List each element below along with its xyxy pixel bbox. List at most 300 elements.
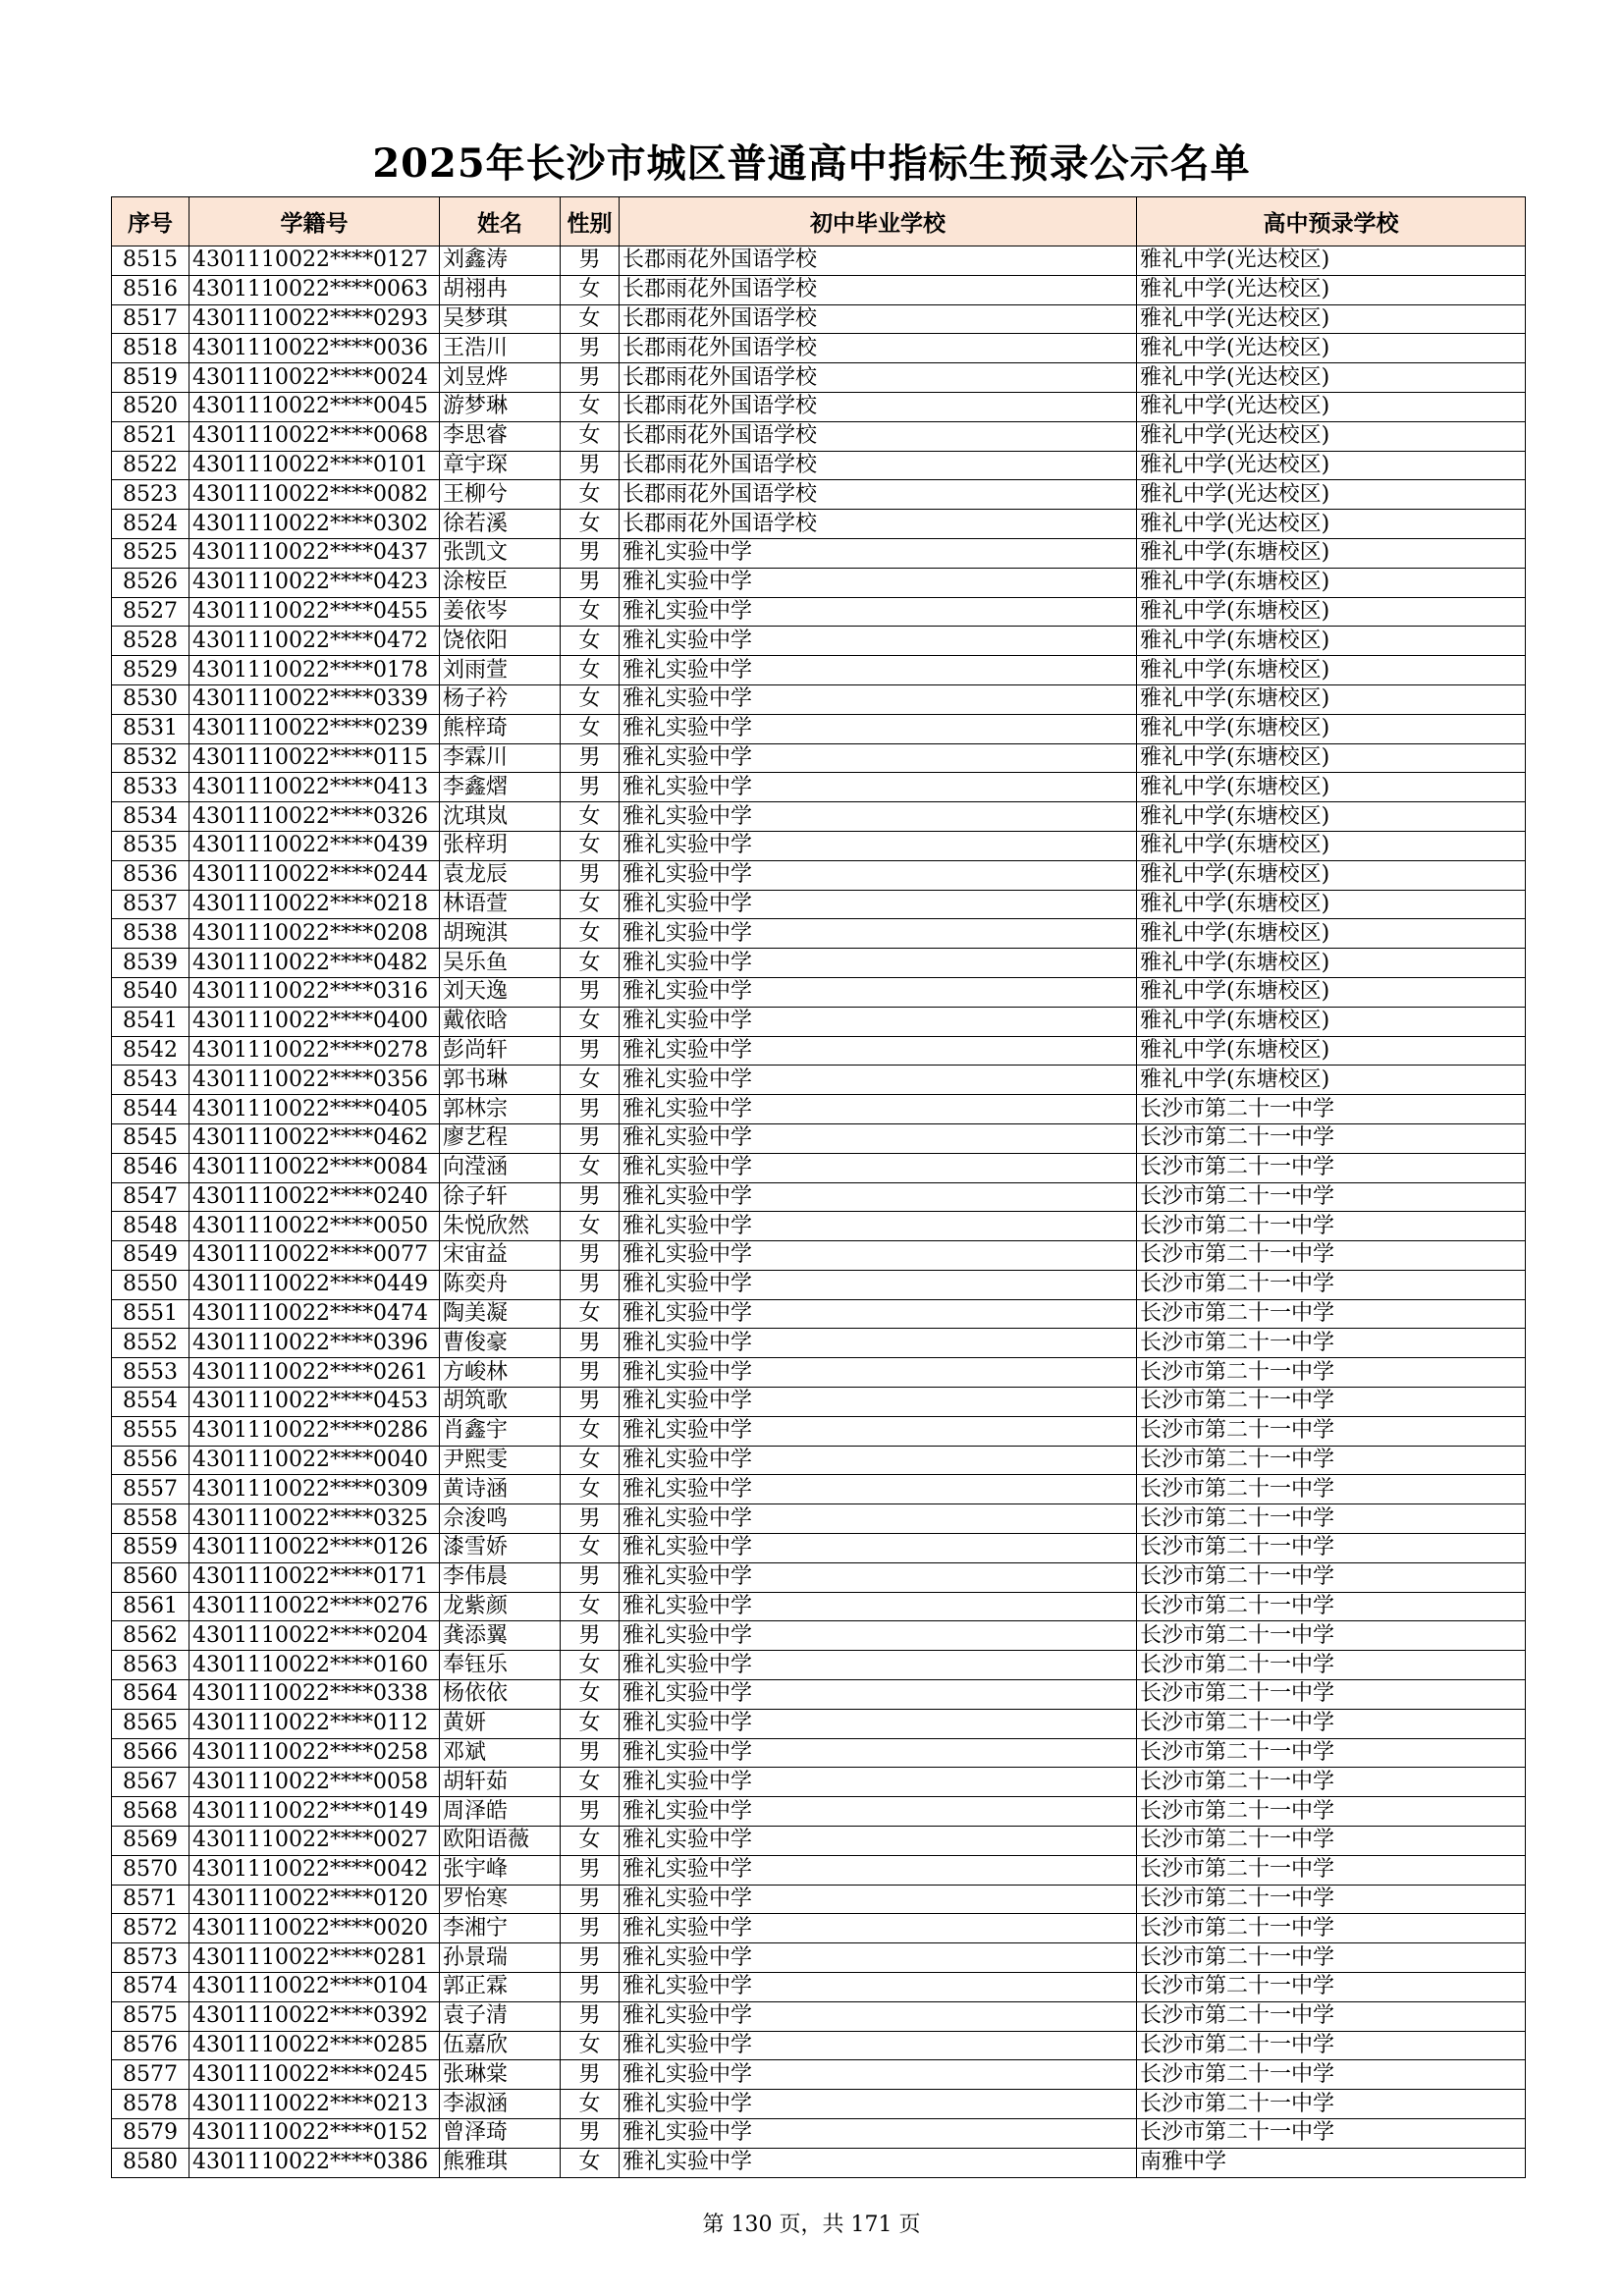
cell-name: 刘鑫涛 (440, 246, 561, 276)
cell-senior-school: 雅礼中学(东塘校区) (1137, 919, 1526, 949)
cell-junior-school: 雅礼实验中学 (620, 1388, 1137, 1417)
cell-student-id: 4301110022****0286 (189, 1416, 440, 1446)
cell-student-id: 4301110022****0276 (189, 1592, 440, 1621)
cell-name: 邓斌 (440, 1738, 561, 1768)
cell-junior-school: 雅礼实验中学 (620, 860, 1137, 890)
cell-gender: 男 (561, 1943, 620, 1973)
cell-gender: 男 (561, 1914, 620, 1943)
cell-gender: 女 (561, 1212, 620, 1241)
cell-seq: 8546 (112, 1153, 189, 1182)
cell-junior-school: 雅礼实验中学 (620, 1299, 1137, 1329)
cell-gender: 男 (561, 743, 620, 773)
table-row (112, 656, 1526, 685)
cell-senior-school: 长沙市第二十一中学 (1137, 1212, 1526, 1241)
table-row (112, 568, 1526, 597)
cell-student-id: 4301110022****0258 (189, 1738, 440, 1768)
cell-junior-school: 雅礼实验中学 (620, 802, 1137, 832)
cell-student-id: 4301110022****0278 (189, 1036, 440, 1066)
cell-student-id: 4301110022****0040 (189, 1446, 440, 1475)
cell-senior-school: 雅礼中学(光达校区) (1137, 510, 1526, 539)
cell-senior-school: 雅礼中学(光达校区) (1137, 363, 1526, 393)
cell-name: 袁子清 (440, 2001, 561, 2031)
table-row (112, 1592, 1526, 1621)
table-row (112, 1066, 1526, 1095)
cell-junior-school: 雅礼实验中学 (620, 2031, 1137, 2060)
cell-seq: 8557 (112, 1475, 189, 1504)
cell-seq: 8580 (112, 2148, 189, 2177)
cell-student-id: 4301110022****0042 (189, 1855, 440, 1885)
cell-gender: 男 (561, 773, 620, 802)
cell-junior-school: 雅礼实验中学 (620, 2119, 1137, 2149)
cell-student-id: 4301110022****0115 (189, 743, 440, 773)
cell-gender: 男 (561, 1241, 620, 1271)
table-row (112, 2060, 1526, 2090)
cell-name: 饶依阳 (440, 627, 561, 656)
cell-senior-school: 长沙市第二十一中学 (1137, 1358, 1526, 1388)
cell-junior-school: 雅礼实验中学 (620, 1827, 1137, 1856)
cell-junior-school: 长郡雨花外国语学校 (620, 480, 1137, 510)
cell-junior-school: 雅礼实验中学 (620, 831, 1137, 860)
cell-name: 黄妍 (440, 1709, 561, 1738)
cell-gender: 女 (561, 1066, 620, 1095)
cell-student-id: 4301110022****0120 (189, 1885, 440, 1914)
cell-senior-school: 长沙市第二十一中学 (1137, 1095, 1526, 1124)
cell-name: 宋宙益 (440, 1241, 561, 1271)
cell-gender: 男 (561, 2060, 620, 2090)
cell-senior-school: 雅礼中学(东塘校区) (1137, 860, 1526, 890)
cell-gender: 女 (561, 714, 620, 743)
table-row (112, 627, 1526, 656)
table-row (112, 714, 1526, 743)
cell-name: 龚添翼 (440, 1621, 561, 1651)
cell-junior-school: 雅礼实验中学 (620, 1738, 1137, 1768)
cell-name: 胡祤冉 (440, 275, 561, 304)
table-row (112, 1504, 1526, 1534)
cell-junior-school: 雅礼实验中学 (620, 1182, 1137, 1212)
cell-seq: 8537 (112, 890, 189, 919)
cell-seq: 8519 (112, 363, 189, 393)
cell-gender: 男 (561, 1123, 620, 1153)
table-row (112, 421, 1526, 451)
cell-student-id: 4301110022****0050 (189, 1212, 440, 1241)
cell-seq: 8573 (112, 1943, 189, 1973)
cell-name: 张凯文 (440, 538, 561, 568)
cell-gender: 男 (561, 334, 620, 363)
cell-student-id: 4301110022****0063 (189, 275, 440, 304)
cell-student-id: 4301110022****0405 (189, 1095, 440, 1124)
table-body (112, 246, 1526, 2178)
cell-name: 胡琬淇 (440, 919, 561, 949)
cell-student-id: 4301110022****0104 (189, 1973, 440, 2002)
table-row (112, 1797, 1526, 1827)
cell-name: 王柳兮 (440, 480, 561, 510)
cell-seq: 8565 (112, 1709, 189, 1738)
cell-student-id: 4301110022****0316 (189, 977, 440, 1007)
cell-gender: 女 (561, 510, 620, 539)
table-row (112, 538, 1526, 568)
cell-gender: 男 (561, 1095, 620, 1124)
table-row (112, 773, 1526, 802)
cell-gender: 女 (561, 597, 620, 627)
cell-gender: 男 (561, 1182, 620, 1212)
cell-senior-school: 雅礼中学(东塘校区) (1137, 1066, 1526, 1095)
cell-gender: 女 (561, 1007, 620, 1036)
table-row (112, 831, 1526, 860)
cell-gender: 男 (561, 2001, 620, 2031)
cell-seq: 8535 (112, 831, 189, 860)
cell-junior-school: 雅礼实验中学 (620, 977, 1137, 1007)
table-row (112, 363, 1526, 393)
table-row (112, 1855, 1526, 1885)
cell-junior-school: 长郡雨花外国语学校 (620, 451, 1137, 480)
table-row (112, 2001, 1526, 2031)
cell-name: 姜依岑 (440, 597, 561, 627)
cell-gender: 女 (561, 1153, 620, 1182)
table-row (112, 1446, 1526, 1475)
cell-name: 李伟晨 (440, 1562, 561, 1592)
cell-name: 郭林宗 (440, 1095, 561, 1124)
table-row (112, 2090, 1526, 2119)
cell-seq: 8576 (112, 2031, 189, 2060)
page-title: 2025年长沙市城区普通高中指标生预录公示名单 (372, 140, 1251, 187)
cell-student-id: 4301110022****0204 (189, 1621, 440, 1651)
table-row (112, 1123, 1526, 1153)
cell-senior-school: 长沙市第二十一中学 (1137, 1680, 1526, 1710)
cell-student-id: 4301110022****0240 (189, 1182, 440, 1212)
table-row (112, 246, 1526, 276)
cell-name: 黄诗涵 (440, 1475, 561, 1504)
cell-junior-school: 雅礼实验中学 (620, 1943, 1137, 1973)
table-row (112, 1562, 1526, 1592)
cell-junior-school: 雅礼实验中学 (620, 1562, 1137, 1592)
cell-seq: 8529 (112, 656, 189, 685)
cell-student-id: 4301110022****0160 (189, 1651, 440, 1680)
cell-name: 李湘宁 (440, 1914, 561, 1943)
cell-student-id: 4301110022****0339 (189, 684, 440, 714)
cell-senior-school: 长沙市第二十一中学 (1137, 1534, 1526, 1563)
table-row (112, 1182, 1526, 1212)
table-row (112, 1007, 1526, 1036)
cell-gender: 男 (561, 860, 620, 890)
cell-student-id: 4301110022****0045 (189, 392, 440, 421)
cell-senior-school: 长沙市第二十一中学 (1137, 1973, 1526, 2002)
cell-senior-school: 雅礼中学(光达校区) (1137, 451, 1526, 480)
cell-gender: 男 (561, 1562, 620, 1592)
header-seq: 序号 (112, 197, 189, 246)
cell-student-id: 4301110022****0326 (189, 802, 440, 832)
cell-junior-school: 雅礼实验中学 (620, 1212, 1137, 1241)
cell-student-id: 4301110022****0482 (189, 949, 440, 978)
cell-gender: 男 (561, 1329, 620, 1358)
cell-student-id: 4301110022****0126 (189, 1534, 440, 1563)
cell-student-id: 4301110022****0285 (189, 2031, 440, 2060)
cell-junior-school: 雅礼实验中学 (620, 1446, 1137, 1475)
header-gender: 性别 (561, 197, 620, 246)
cell-junior-school: 雅礼实验中学 (620, 627, 1137, 656)
cell-seq: 8554 (112, 1388, 189, 1417)
cell-senior-school: 雅礼中学(东塘校区) (1137, 977, 1526, 1007)
cell-student-id: 4301110022****0462 (189, 1123, 440, 1153)
cell-seq: 8528 (112, 627, 189, 656)
cell-name: 胡轩茹 (440, 1768, 561, 1797)
cell-seq: 8526 (112, 568, 189, 597)
cell-gender: 女 (561, 275, 620, 304)
cell-name: 胡筑歌 (440, 1388, 561, 1417)
cell-senior-school: 长沙市第二十一中学 (1137, 1182, 1526, 1212)
cell-gender: 男 (561, 1855, 620, 1885)
cell-senior-school: 雅礼中学(东塘校区) (1137, 627, 1526, 656)
table-row (112, 1299, 1526, 1329)
cell-student-id: 4301110022****0127 (189, 246, 440, 276)
cell-student-id: 4301110022****0392 (189, 2001, 440, 2031)
cell-junior-school: 长郡雨花外国语学校 (620, 334, 1137, 363)
cell-gender: 女 (561, 802, 620, 832)
table-header-row (112, 197, 1526, 246)
cell-seq: 8575 (112, 2001, 189, 2031)
cell-student-id: 4301110022****0213 (189, 2090, 440, 2119)
cell-senior-school: 长沙市第二十一中学 (1137, 1855, 1526, 1885)
cell-senior-school: 雅礼中学(东塘校区) (1137, 949, 1526, 978)
cell-junior-school: 长郡雨花外国语学校 (620, 246, 1137, 276)
cell-gender: 男 (561, 1270, 620, 1299)
cell-name: 尹熙雯 (440, 1446, 561, 1475)
cell-junior-school: 雅礼实验中学 (620, 684, 1137, 714)
cell-name: 廖艺程 (440, 1123, 561, 1153)
cell-senior-school: 雅礼中学(光达校区) (1137, 304, 1526, 334)
cell-senior-school: 长沙市第二十一中学 (1137, 2031, 1526, 2060)
cell-seq: 8515 (112, 246, 189, 276)
cell-senior-school: 长沙市第二十一中学 (1137, 1270, 1526, 1299)
cell-gender: 女 (561, 2031, 620, 2060)
cell-junior-school: 长郡雨花外国语学校 (620, 510, 1137, 539)
cell-senior-school: 雅礼中学(东塘校区) (1137, 714, 1526, 743)
cell-seq: 8561 (112, 1592, 189, 1621)
cell-senior-school: 长沙市第二十一中学 (1137, 1885, 1526, 1914)
cell-seq: 8564 (112, 1680, 189, 1710)
table-row (112, 1095, 1526, 1124)
cell-seq: 8568 (112, 1797, 189, 1827)
table-row (112, 1475, 1526, 1504)
cell-student-id: 4301110022****0068 (189, 421, 440, 451)
cell-name: 曹俊豪 (440, 1329, 561, 1358)
cell-seq: 8563 (112, 1651, 189, 1680)
cell-junior-school: 雅礼实验中学 (620, 656, 1137, 685)
cell-junior-school: 雅礼实验中学 (620, 2001, 1137, 2031)
cell-senior-school: 雅礼中学(光达校区) (1137, 421, 1526, 451)
cell-student-id: 4301110022****0455 (189, 597, 440, 627)
cell-gender: 女 (561, 1827, 620, 1856)
cell-name: 龙紫颜 (440, 1592, 561, 1621)
cell-senior-school: 南雅中学 (1137, 2148, 1526, 2177)
cell-junior-school: 雅礼实验中学 (620, 1797, 1137, 1827)
header-name: 姓名 (440, 197, 561, 246)
cell-seq: 8569 (112, 1827, 189, 1856)
cell-seq: 8541 (112, 1007, 189, 1036)
cell-junior-school: 雅礼实验中学 (620, 597, 1137, 627)
table-row (112, 1943, 1526, 1973)
cell-junior-school: 雅礼实验中学 (620, 1241, 1137, 1271)
cell-junior-school: 雅礼实验中学 (620, 1651, 1137, 1680)
table-row (112, 949, 1526, 978)
table-row (112, 480, 1526, 510)
cell-name: 涂桉臣 (440, 568, 561, 597)
cell-name: 熊梓琦 (440, 714, 561, 743)
cell-senior-school: 长沙市第二十一中学 (1137, 1562, 1526, 1592)
table-row (112, 1270, 1526, 1299)
cell-student-id: 4301110022****0245 (189, 2060, 440, 2090)
header-junior-school: 初中毕业学校 (620, 197, 1137, 246)
cell-gender: 男 (561, 1738, 620, 1768)
cell-student-id: 4301110022****0281 (189, 1943, 440, 1973)
cell-seq: 8534 (112, 802, 189, 832)
cell-junior-school: 雅礼实验中学 (620, 1153, 1137, 1182)
table-row (112, 1329, 1526, 1358)
table-row (112, 977, 1526, 1007)
cell-gender: 女 (561, 2148, 620, 2177)
cell-seq: 8553 (112, 1358, 189, 1388)
cell-gender: 女 (561, 1680, 620, 1710)
cell-gender: 女 (561, 890, 620, 919)
cell-senior-school: 长沙市第二十一中学 (1137, 1299, 1526, 1329)
cell-name: 徐子轩 (440, 1182, 561, 1212)
cell-gender: 男 (561, 1358, 620, 1388)
cell-senior-school: 雅礼中学(光达校区) (1137, 392, 1526, 421)
cell-senior-school: 长沙市第二十一中学 (1137, 1797, 1526, 1827)
cell-senior-school: 雅礼中学(光达校区) (1137, 334, 1526, 363)
cell-gender: 男 (561, 1388, 620, 1417)
cell-seq: 8560 (112, 1562, 189, 1592)
cell-junior-school: 长郡雨花外国语学校 (620, 392, 1137, 421)
cell-name: 游梦琳 (440, 392, 561, 421)
cell-senior-school: 长沙市第二十一中学 (1137, 2119, 1526, 2149)
cell-senior-school: 雅礼中学(光达校区) (1137, 246, 1526, 276)
cell-name: 林语萱 (440, 890, 561, 919)
table-row (112, 2119, 1526, 2149)
cell-name: 朱悦欣然 (440, 1212, 561, 1241)
cell-junior-school: 雅礼实验中学 (620, 1095, 1137, 1124)
cell-name: 杨子衿 (440, 684, 561, 714)
cell-gender: 男 (561, 1036, 620, 1066)
cell-junior-school: 雅礼实验中学 (620, 538, 1137, 568)
cell-seq: 8517 (112, 304, 189, 334)
cell-junior-school: 雅礼实验中学 (620, 1680, 1137, 1710)
cell-student-id: 4301110022****0239 (189, 714, 440, 743)
cell-name: 佘浚鸣 (440, 1504, 561, 1534)
table-row (112, 1358, 1526, 1388)
cell-senior-school: 长沙市第二十一中学 (1137, 1416, 1526, 1446)
cell-seq: 8538 (112, 919, 189, 949)
cell-junior-school: 雅礼实验中学 (620, 1973, 1137, 2002)
cell-name: 张梓玥 (440, 831, 561, 860)
cell-junior-school: 长郡雨花外国语学校 (620, 421, 1137, 451)
cell-gender: 女 (561, 656, 620, 685)
cell-gender: 女 (561, 1416, 620, 1446)
cell-seq: 8562 (112, 1621, 189, 1651)
cell-gender: 女 (561, 1651, 620, 1680)
table-row (112, 2031, 1526, 2060)
cell-name: 吴乐鱼 (440, 949, 561, 978)
cell-senior-school: 长沙市第二十一中学 (1137, 2090, 1526, 2119)
cell-junior-school: 雅礼实验中学 (620, 743, 1137, 773)
cell-junior-school: 雅礼实验中学 (620, 2060, 1137, 2090)
table-row (112, 2148, 1526, 2177)
cell-junior-school: 雅礼实验中学 (620, 1855, 1137, 1885)
cell-junior-school: 雅礼实验中学 (620, 1358, 1137, 1388)
cell-name: 郭正霖 (440, 1973, 561, 2002)
cell-gender: 女 (561, 1768, 620, 1797)
cell-student-id: 4301110022****0413 (189, 773, 440, 802)
cell-seq: 8570 (112, 1855, 189, 1885)
cell-gender: 男 (561, 568, 620, 597)
cell-gender: 女 (561, 627, 620, 656)
cell-student-id: 4301110022****0149 (189, 1797, 440, 1827)
table-row (112, 1388, 1526, 1417)
table-row (112, 1738, 1526, 1768)
cell-seq: 8548 (112, 1212, 189, 1241)
cell-junior-school: 雅礼实验中学 (620, 2090, 1137, 2119)
table-row (112, 1416, 1526, 1446)
cell-student-id: 4301110022****0423 (189, 568, 440, 597)
table-row (112, 1534, 1526, 1563)
cell-student-id: 4301110022****0036 (189, 334, 440, 363)
cell-student-id: 4301110022****0084 (189, 1153, 440, 1182)
cell-gender: 男 (561, 1797, 620, 1827)
table-row (112, 1153, 1526, 1182)
cell-senior-school: 长沙市第二十一中学 (1137, 1475, 1526, 1504)
cell-name: 刘雨萱 (440, 656, 561, 685)
cell-junior-school: 雅礼实验中学 (620, 1621, 1137, 1651)
cell-gender: 女 (561, 1709, 620, 1738)
cell-junior-school: 雅礼实验中学 (620, 1066, 1137, 1095)
cell-student-id: 4301110022****0449 (189, 1270, 440, 1299)
cell-student-id: 4301110022****0396 (189, 1329, 440, 1358)
cell-junior-school: 长郡雨花外国语学校 (620, 304, 1137, 334)
cell-seq: 8523 (112, 480, 189, 510)
cell-senior-school: 长沙市第二十一中学 (1137, 1621, 1526, 1651)
cell-junior-school: 雅礼实验中学 (620, 568, 1137, 597)
cell-name: 沈琪岚 (440, 802, 561, 832)
cell-seq: 8520 (112, 392, 189, 421)
cell-name: 漆雪娇 (440, 1534, 561, 1563)
cell-gender: 女 (561, 1534, 620, 1563)
cell-seq: 8566 (112, 1738, 189, 1768)
cell-name: 王浩川 (440, 334, 561, 363)
cell-student-id: 4301110022****0024 (189, 363, 440, 393)
cell-name: 周泽皓 (440, 1797, 561, 1827)
page-footer: 第 130 页，共 171 页 (702, 2213, 921, 2237)
cell-seq: 8550 (112, 1270, 189, 1299)
table-row (112, 334, 1526, 363)
cell-student-id: 4301110022****0077 (189, 1241, 440, 1271)
cell-seq: 8558 (112, 1504, 189, 1534)
cell-student-id: 4301110022****0453 (189, 1388, 440, 1417)
cell-name: 奉钰乐 (440, 1651, 561, 1680)
cell-student-id: 4301110022****0152 (189, 2119, 440, 2149)
cell-student-id: 4301110022****0027 (189, 1827, 440, 1856)
cell-senior-school: 长沙市第二十一中学 (1137, 1446, 1526, 1475)
cell-seq: 8518 (112, 334, 189, 363)
table-row (112, 1651, 1526, 1680)
cell-gender: 男 (561, 538, 620, 568)
cell-seq: 8555 (112, 1416, 189, 1446)
cell-student-id: 4301110022****0101 (189, 451, 440, 480)
cell-junior-school: 雅礼实验中学 (620, 1768, 1137, 1797)
cell-senior-school: 长沙市第二十一中学 (1137, 1153, 1526, 1182)
cell-gender: 女 (561, 1475, 620, 1504)
cell-seq: 8543 (112, 1066, 189, 1095)
table-row (112, 860, 1526, 890)
table-row (112, 919, 1526, 949)
